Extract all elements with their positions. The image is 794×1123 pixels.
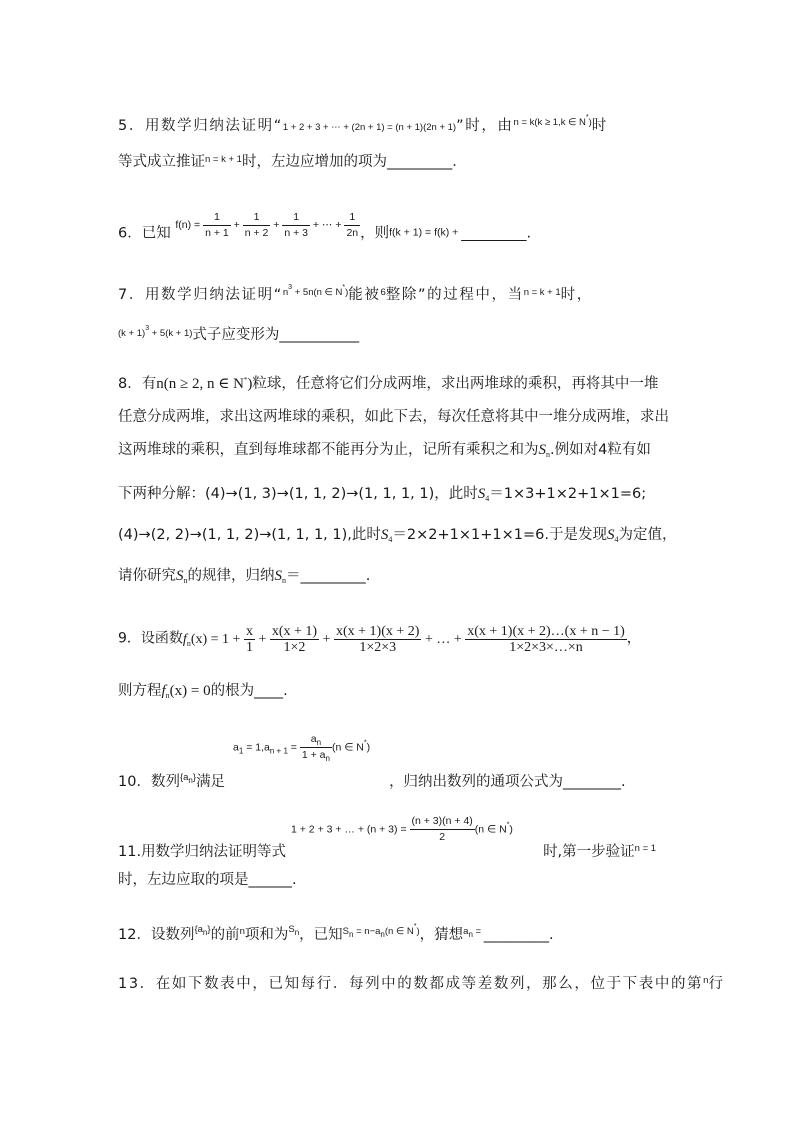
- question-number: 6．: [118, 225, 142, 242]
- question-12: 12．设数列$^{\{a_n\}}$的前$^n$项和为$^{S_n}$，已知$^{S_n = n-a_n(n \in N^*)}$，猜想$^{a_n =}$ _________.: [118, 923, 554, 943]
- question-number: 9．: [118, 630, 141, 647]
- question-5-line-2: 等式成立推证$^{n = k + 1}$时，左边应增加的项为_________．: [118, 154, 467, 170]
- question-7-line-1: 7．用数学归纳法证明“$^{n^3 + 5n(n \in N^*)}$能被$^6$整除”的过程中，当$^{n = k + 1}$时，: [118, 284, 593, 303]
- math-condition: n(n ≥ 2, n ∈ N*): [156, 376, 253, 392]
- math-expression: 1 + 2 + 3 + ⋯ + (2n + 1) = (n + 1)(2n + 1): [282, 122, 457, 133]
- question-number: 10．: [118, 774, 151, 790]
- math-condition: n = k(k ≥ 1,k ∈ N*): [513, 114, 592, 128]
- math-expression: (k + 1)3 + 5(k + 1): [118, 325, 193, 339]
- question-8-line-2: 任意分成两堆，求出这两堆球的乘积，如此下去，每次任意将其中一堆分成两堆，求出: [118, 409, 669, 425]
- question-11-equation: 1 + 2 + 3 + … + (n + 3) = $\frac{(n + 3)(n + 4)}{2}$ (n ∈ N*): [291, 815, 513, 843]
- question-6: 6．已知 f(n) = $\frac{1}{n + 1}$ + $\frac{1}{n + 2}$ + $\frac{1}{n + 3}$ + ⋯ + $\frac{1}{2n}$ ，则$_{f(k + 1) = f(k) +}$ _________.: [118, 211, 532, 242]
- question-number: 13．: [118, 976, 156, 992]
- math-relation: f(k + 1) = f(k) +: [389, 226, 462, 239]
- math-expression: n3 + 5n(n ∈ N*): [282, 284, 349, 298]
- question-7-line-2: $^{(k + 1)^3 + 5(k + 1)}$式子应变形为___________: [118, 325, 360, 343]
- question-8-line-1: 8．有n(n ≥ 2, n ∈ N*)粒球，任意将它们分成两堆，求出两堆球的乘积，再将其中一堆: [118, 376, 659, 392]
- question-9-line-2: 则方程$f_n(x) = 0$的根为____.: [118, 683, 288, 700]
- question-number: 11.: [118, 844, 142, 860]
- question-9-line-1: 9．设函数$f_n(x) = 1$ + $\frac{x}{1}$ + $\frac{x(x + 1)}{1\times 2}$ + $\frac{x(x + 1)(x + 2)}{1\times 2\times 3}$ + … + $\frac{x(x + 1)(x + 2)\dots(x + n - 1)}{1\times 2\times 3\times\dots\times n}$ ，: [118, 624, 641, 655]
- question-8-line-3: 这两堆球的乘积，直到每堆球都不能再分为止，记所有乘积之和为$S_n$.例如对4粒有如: [118, 442, 651, 459]
- question-8-line-5: (4)→(2, 2)→(1, 1, 2)→(1, 1, 1, 1),此时$S_4=2\times 2+1\times 1+1\times 1=6$.于是发现$S_4$为定值，: [118, 527, 677, 544]
- question-number: 7．: [118, 287, 145, 303]
- question-13: 13．在如下数表中，已知每行．每列中的数都成等差数列，那么，位于下表中的第$^n$行: [118, 975, 725, 992]
- question-5-line-1: 5．用数学归纳法证明“1 + 2 + 3 + ⋯ + (2n + 1) = (n + 1)(2n + 1)”时，由$^{n = k(k \ge 1,k \in N^*)}$时: [118, 114, 608, 134]
- question-number: 12．: [118, 927, 151, 943]
- math-formula: $f_n(x) = 1$ + $\frac{x}{1}$ + $\frac{x(x + 1)}{1\times 2}$ + $\frac{x(x + 1)(x + 2)}{1\times 2\times 3}$ + … + $\frac{x(x + 1)(x + 2)\dots(x + n - 1)}{1\times 2\times 3\times\dots\times n}$: [182, 624, 625, 655]
- question-8-line-4: 下两种分解：(4)→(1, 3)→(1, 1, 2)→(1, 1, 1, 1)，此时$S_4=1\times 3+1\times 2+1\times 1=6$;: [118, 486, 647, 503]
- question-10-recurrence: $a_1 = 1,a_{n + 1}$ = $\frac{a_n}{1 + a_n}$ (n ∈ N*): [233, 733, 371, 763]
- question-11-line-1: 11.用数学归纳法证明等式 时,第一步验证$^{n = 1}$: [118, 843, 657, 860]
- question-number: 5．: [118, 118, 145, 134]
- math-formula: f(n) = $\frac{1}{n + 1}$ + $\frac{1}{n + 2}$ + $\frac{1}{n + 3}$ + ⋯ + $\frac{1}{2n}$: [175, 211, 359, 239]
- math-expression: n = k + 1: [205, 154, 242, 165]
- question-8-line-6: 请你研究$S_n$的规律，归纳$S_n=\_\_\_\_\_\_\_\_\_$.: [118, 568, 371, 585]
- question-10: 10．数列$^{\{a_n\}}$满足 ，归纳出数列的通项公式为________.: [118, 772, 626, 790]
- question-11-line-2: 时，左边应取的项是______.: [118, 872, 297, 888]
